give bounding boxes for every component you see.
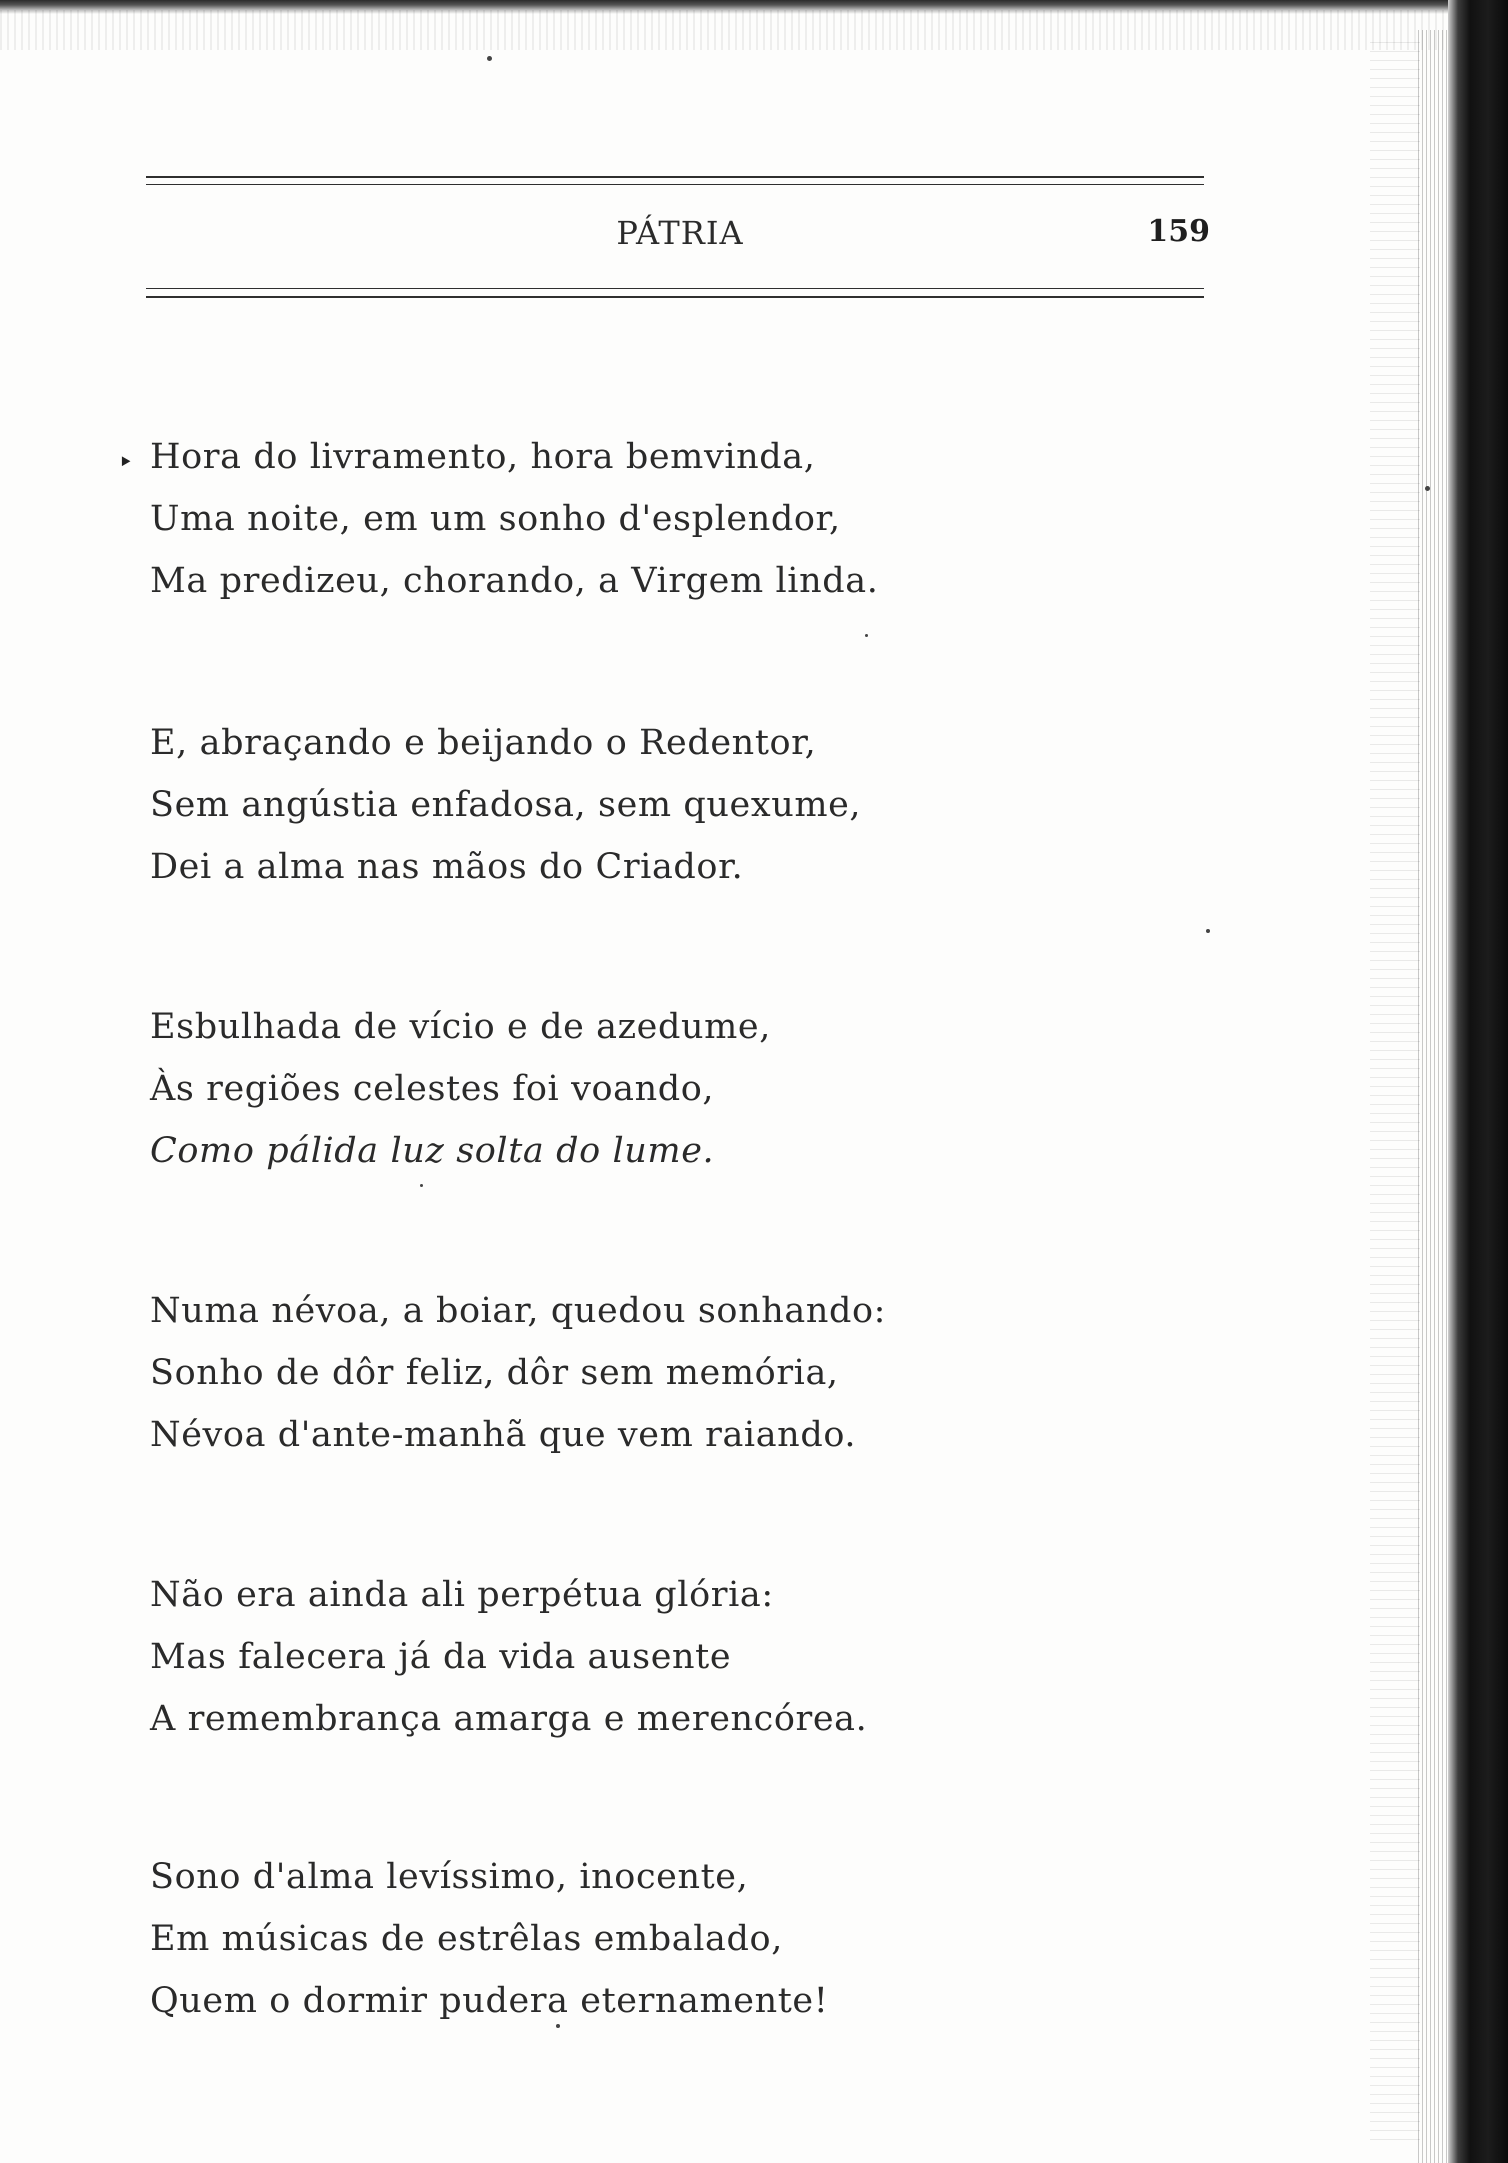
verse-line: Hora do livramento, hora bemvinda,	[150, 437, 816, 477]
verse-line: Quem o dormir pudera eternamente!	[150, 1981, 829, 2021]
header-rule-bottom-thin	[146, 288, 1204, 289]
verse-line: Sono d'alma levíssimo, inocente,	[150, 1857, 749, 1897]
verse-line: Esbulhada de vício e de azedume,	[150, 1007, 771, 1047]
scan-speck	[556, 2024, 560, 2028]
stanza	[150, 1846, 828, 2032]
verse-line: E, abraçando e beijando o Redentor,	[150, 723, 817, 763]
stanza	[150, 996, 771, 1182]
scan-speck	[1206, 929, 1210, 933]
verse-line: Não era ainda ali perpétua glória:	[150, 1575, 774, 1615]
header-rule-top-thin	[146, 184, 1204, 185]
verse-line: Uma noite, em um sonho d'esplendor,	[150, 499, 841, 539]
running-head-title: PÁTRIA	[616, 214, 744, 252]
page-binding-edge	[1448, 0, 1508, 2163]
verse-line: Sem angústia enfadosa, sem quexume,	[150, 785, 862, 825]
verse-line: Mas falecera já da vida ausente	[150, 1637, 732, 1677]
verse-line: Névoa d'ante-manhã que vem raiando.	[150, 1415, 857, 1455]
scan-noise	[0, 10, 1508, 50]
stanza	[150, 712, 861, 898]
verse-line: Em músicas de estrêlas embalado,	[150, 1919, 783, 1959]
scan-speck	[487, 56, 492, 61]
header-rule-bottom	[146, 296, 1204, 298]
verse-line: Às regiões celestes foi voando,	[150, 1069, 715, 1109]
stanza	[150, 1280, 886, 1466]
scan-speck	[1425, 486, 1430, 491]
stanza	[150, 426, 878, 612]
scan-speck	[420, 1184, 423, 1187]
verse-line-italic: Como pálida luz solta do lume.	[150, 1131, 715, 1171]
stanza	[150, 1564, 867, 1750]
verse-line: Ma predizeu, chorando, a Virgem linda.	[150, 561, 879, 601]
verse-line: Numa névoa, a boiar, quedou sonhando:	[150, 1291, 887, 1331]
scan-speck	[865, 634, 868, 637]
verse-line: A remembrança amarga e merencórea.	[150, 1699, 868, 1739]
page-number: 159	[1147, 214, 1210, 249]
margin-mark: ‣	[118, 448, 134, 478]
scan-speckle	[1370, 40, 1420, 2140]
verse-line: Dei a alma nas mãos do Criador.	[150, 847, 744, 887]
verse-line: Sonho de dôr feliz, dôr sem memória,	[150, 1353, 839, 1393]
header-rule-top	[146, 176, 1204, 178]
